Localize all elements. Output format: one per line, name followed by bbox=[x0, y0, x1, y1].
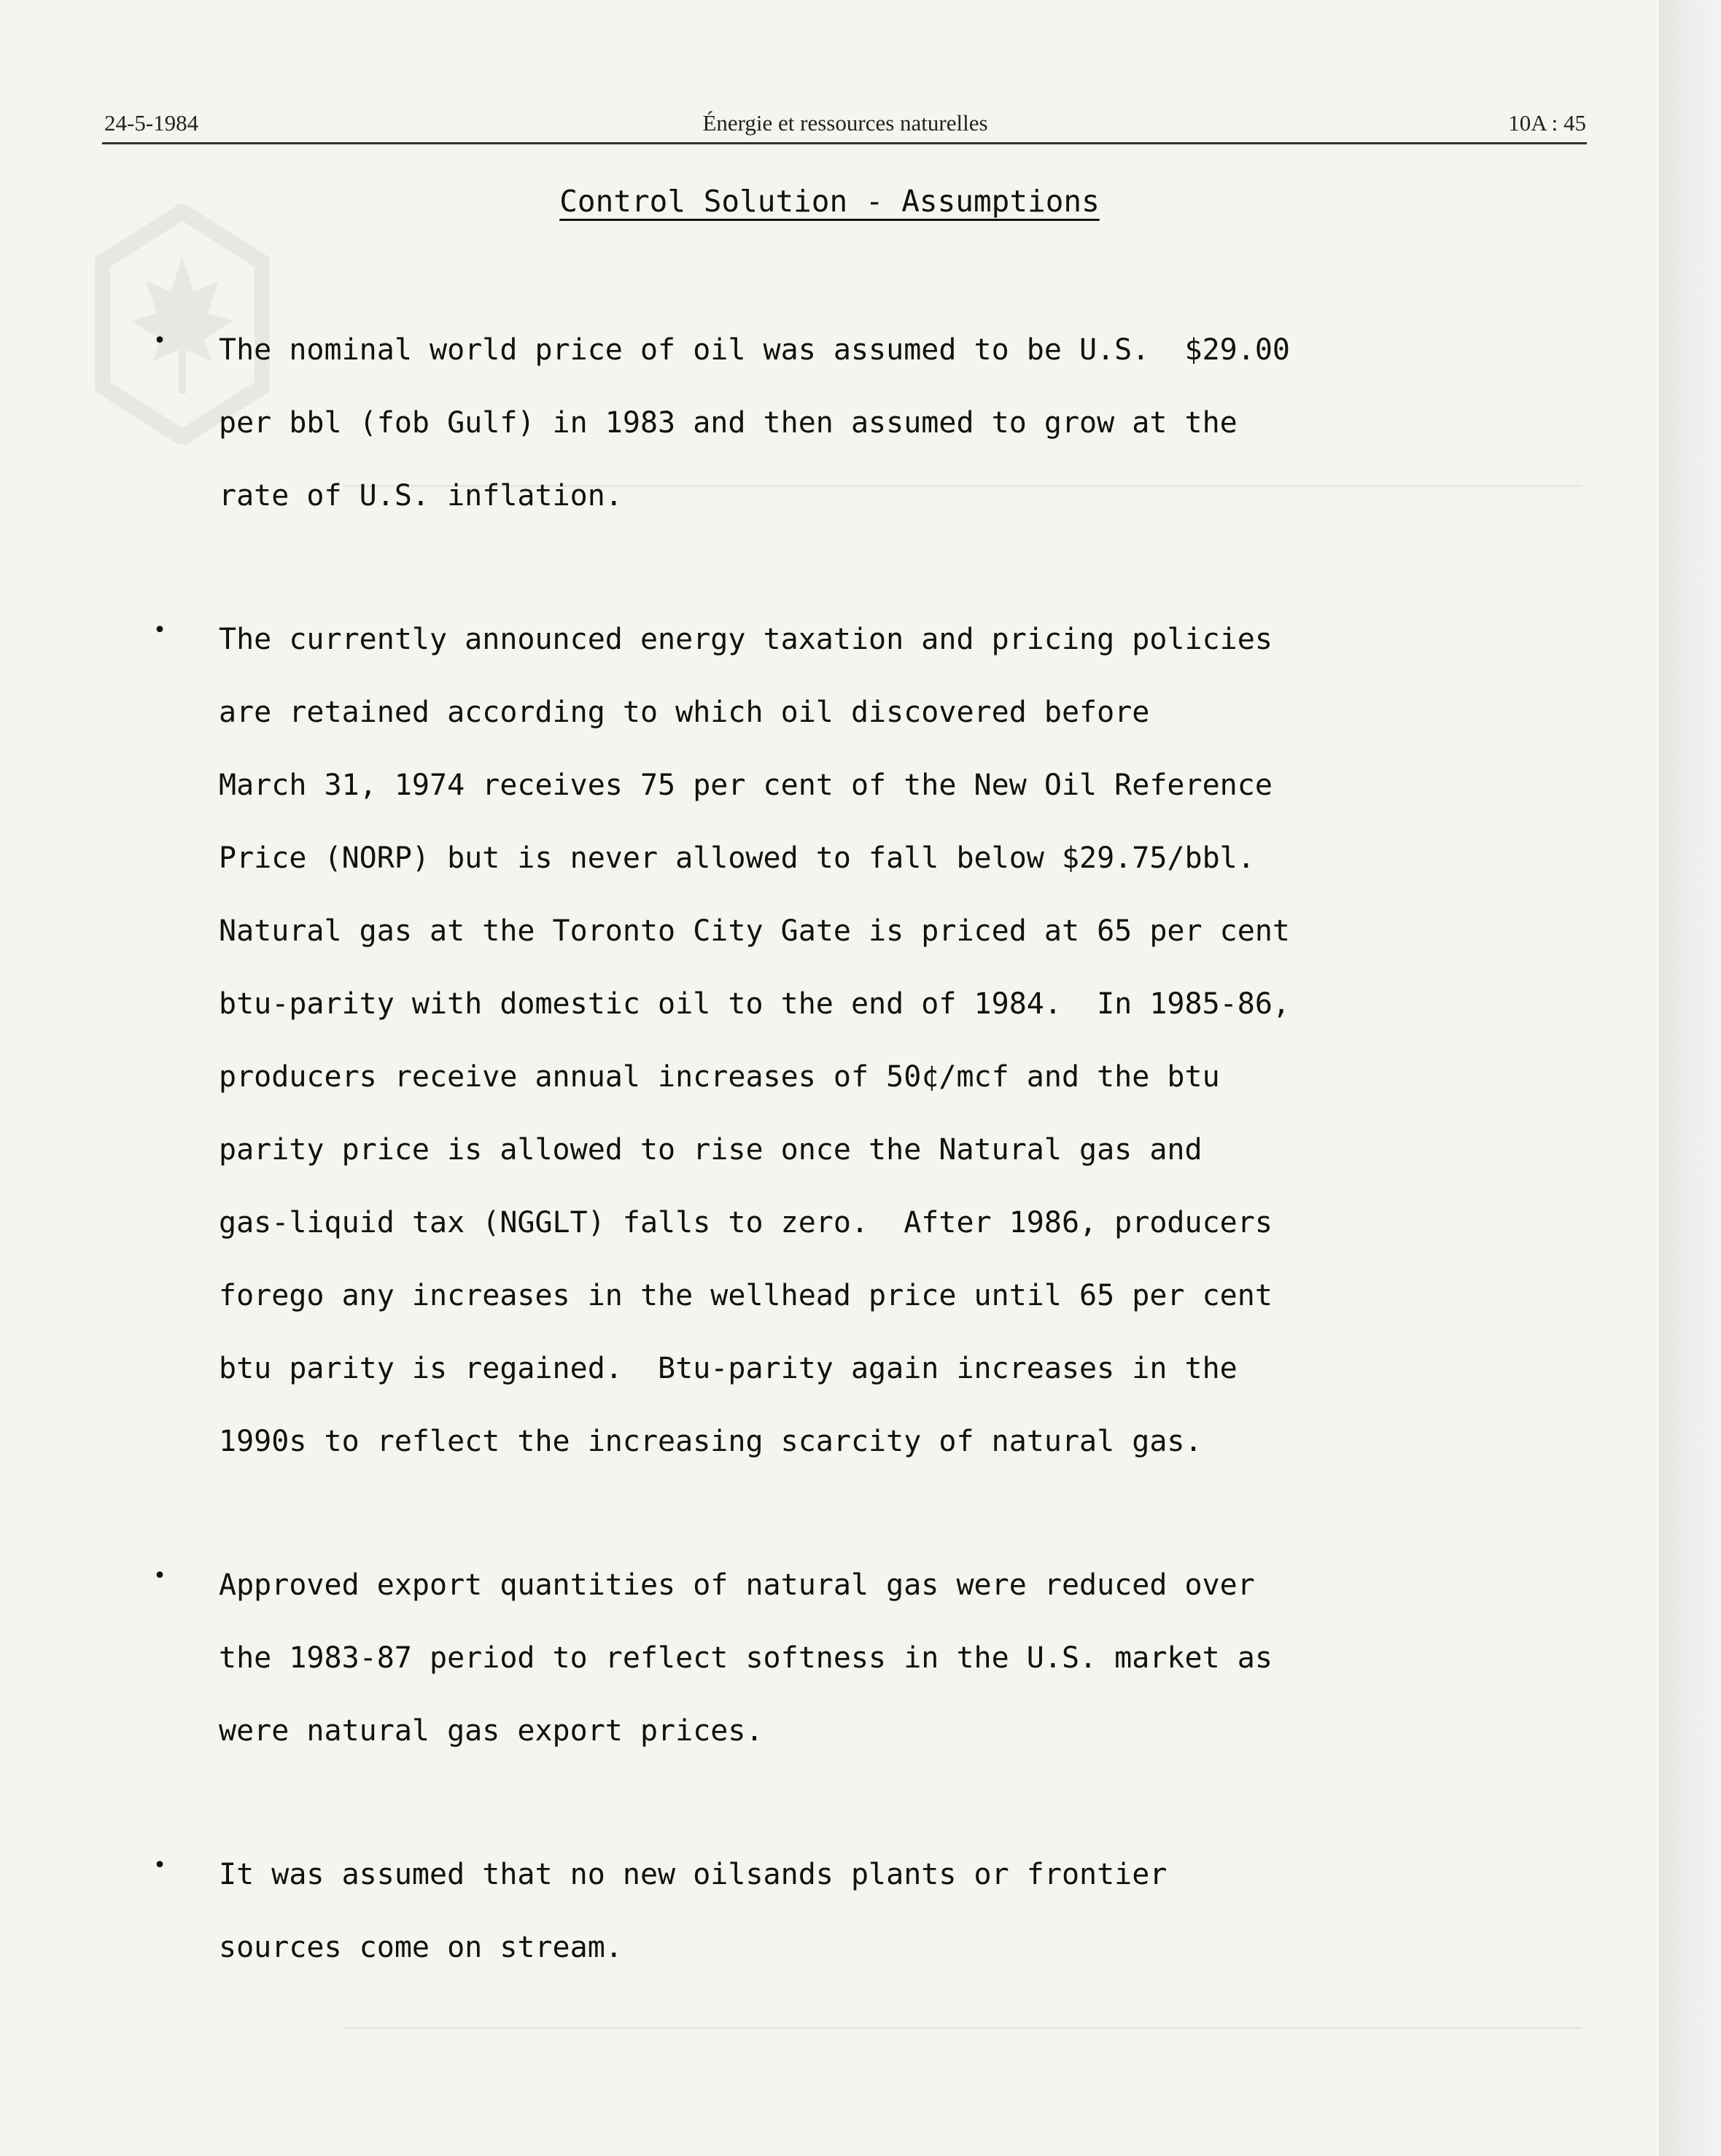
text-line: gas-liquid tax (NGGLT) falls to zero. After 1986, producers bbox=[219, 1206, 1273, 1239]
bullet-icon: • bbox=[153, 328, 167, 354]
bullet-list bbox=[153, 314, 1604, 2055]
header-publication: Énergie et ressources naturelles bbox=[702, 110, 988, 136]
text-line: The nominal world price of oil was assumed to be U.S. $29.00 bbox=[219, 333, 1291, 367]
page-edge-background bbox=[1659, 0, 1721, 2156]
bullet-icon: • bbox=[153, 618, 167, 643]
header-page-reference: 10A : 45 bbox=[1508, 110, 1586, 136]
text-line: 1990s to reflect the increasing scarcity of natural gas. bbox=[219, 1425, 1203, 1458]
list-item-text bbox=[219, 1549, 1604, 1767]
header-rule bbox=[102, 142, 1587, 144]
text-line: Price (NORP) but is never allowed to fall below $29.75/bbl. bbox=[219, 841, 1255, 875]
text-line: forego any increases in the wellhead price until 65 per cent bbox=[219, 1279, 1273, 1312]
list-item-text bbox=[219, 1838, 1604, 1984]
text-line: are retained according to which oil discovered before bbox=[219, 696, 1150, 729]
bullet-icon: • bbox=[153, 1853, 167, 1878]
running-header bbox=[104, 106, 1586, 144]
text-line: parity price is allowed to rise once the Natural gas and bbox=[219, 1133, 1203, 1167]
text-line: sources come on stream. bbox=[219, 1931, 623, 1964]
page-title bbox=[0, 184, 1659, 219]
text-line: the 1983-87 period to reflect softness in the U.S. market as bbox=[219, 1641, 1273, 1675]
text-line: producers receive annual increases of 50¢/mcf and the btu bbox=[219, 1060, 1220, 1094]
text-line: rate of U.S. inflation. bbox=[219, 479, 623, 513]
text-line: per bbl (fob Gulf) in 1983 and then assumed to grow at the bbox=[219, 406, 1238, 440]
list-item bbox=[153, 603, 1604, 1478]
list-item-text bbox=[219, 314, 1604, 532]
header-date: 24-5-1984 bbox=[104, 110, 199, 136]
text-line: Natural gas at the Toronto City Gate is priced at 65 per cent bbox=[219, 914, 1291, 948]
text-line: btu parity is regained. Btu-parity again increases in the bbox=[219, 1352, 1238, 1385]
text-line: were natural gas export prices. bbox=[219, 1714, 764, 1748]
bullet-icon: • bbox=[153, 1563, 167, 1589]
text-line: March 31, 1974 receives 75 per cent of the New Oil Reference bbox=[219, 768, 1273, 802]
list-item bbox=[153, 314, 1604, 532]
list-item bbox=[153, 1838, 1604, 1984]
text-line: The currently announced energy taxation and pricing policies bbox=[219, 623, 1273, 656]
page-title-text: Control Solution - Assumptions bbox=[559, 184, 1100, 219]
text-line: Approved export quantities of natural gas were reduced over bbox=[219, 1568, 1255, 1602]
list-item-text bbox=[219, 603, 1604, 1478]
list-item bbox=[153, 1549, 1604, 1767]
text-line: btu-parity with domestic oil to the end of 1984. In 1985-86, bbox=[219, 987, 1291, 1021]
text-line: It was assumed that no new oilsands plants or frontier bbox=[219, 1858, 1168, 1891]
